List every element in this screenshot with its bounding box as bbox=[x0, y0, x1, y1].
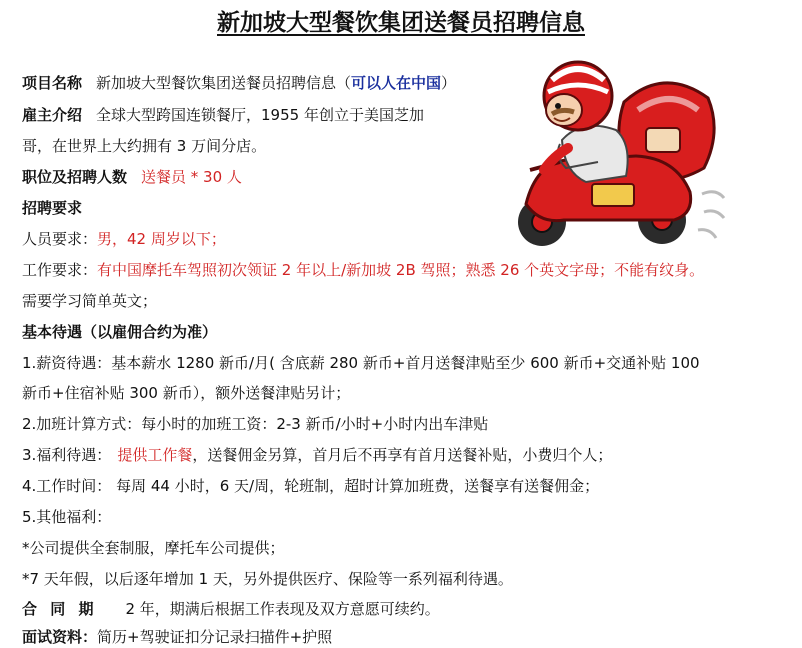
work-label: 工作要求： bbox=[22, 261, 98, 279]
worktime-line: 4.工作时间： 每周 44 小时，6 天/周，轮班制，超时计算加班费，送餐享有送餐佣金； bbox=[22, 477, 600, 495]
english-requirement: 需要学习简单英文； bbox=[22, 292, 158, 310]
overtime-line: 2.加班计算方式：每小时的加班工资：2-3 新币/小时+小时内出车津贴 bbox=[22, 415, 489, 433]
contract-value: 2 年，期满后根据工作表现及双方意愿可续约。 bbox=[125, 600, 440, 618]
benefits-heading: 基本待遇（以雇佣合约为准） bbox=[22, 323, 218, 341]
welfare-line bbox=[22, 444, 612, 466]
project-value: 新加坡大型餐饮集团送餐员招聘信息（ bbox=[96, 74, 352, 92]
page-title: 新加坡大型餐饮集团送餐员招聘信息 bbox=[217, 10, 585, 36]
uniform-line: *公司提供全套制服，摩托车公司提供； bbox=[22, 539, 285, 557]
position-value: 送餐员 * 30 人 bbox=[141, 168, 242, 186]
person-requirement bbox=[22, 228, 226, 250]
contract-line bbox=[22, 598, 440, 620]
position-line bbox=[22, 166, 242, 188]
welfare-meal: 提供工作餐 bbox=[117, 446, 193, 464]
salary-line2: 新币+住宿补贴 300 新币），额外送餐津贴另计； bbox=[22, 384, 351, 402]
salary-line1: 1.薪资待遇：基本薪水 1280 新币/月( 含底薪 280 新币+首月送餐津贴至少 600 新币+交通补贴 100 bbox=[22, 354, 700, 372]
person-label: 人员要求： bbox=[22, 230, 98, 248]
interview-label: 面试资料： bbox=[22, 628, 98, 646]
project-close: ） bbox=[441, 74, 457, 92]
person-value: 男，42 周岁以下； bbox=[97, 230, 226, 248]
requirements-heading: 招聘要求 bbox=[22, 199, 83, 217]
project-label: 项目名称 bbox=[22, 74, 83, 92]
welfare-rest: ，送餐佣金另算，首月后不再享有首月送餐补贴，小费归个人； bbox=[192, 446, 613, 464]
employer-label: 雇主介绍 bbox=[22, 106, 83, 124]
project-highlight: 可以人在中国 bbox=[351, 74, 442, 92]
position-label: 职位及招聘人数 bbox=[22, 168, 128, 186]
interview-line bbox=[22, 626, 332, 648]
delivery-scooter-rider-icon bbox=[506, 44, 728, 250]
other-benefits-line: 5.其他福利： bbox=[22, 508, 112, 526]
work-value: 有中国摩托车驾照初次领证 2 年以上/新加坡 2B 驾照；熟悉 26 个英文字母；不能有纹身。 bbox=[97, 261, 705, 279]
interview-value: 简历+驾驶证扣分记录扫描件+护照 bbox=[97, 628, 333, 646]
project-line bbox=[22, 72, 456, 94]
work-requirement bbox=[22, 259, 704, 281]
employer-line bbox=[22, 104, 424, 126]
employer-line2: 哥，在世界上大约拥有 3 万间分店。 bbox=[22, 137, 267, 155]
contract-label: 合 同 期 bbox=[22, 600, 98, 618]
leave-line: *7 天年假，以后逐年增加 1 天，另外提供医疗、保险等一系列福利待遇。 bbox=[22, 570, 513, 588]
employer-line1: 全球大型跨国连锁餐厅，1955 年创立于美国芝加 bbox=[96, 106, 424, 124]
welfare-label: 3.福利待遇： bbox=[22, 446, 112, 464]
